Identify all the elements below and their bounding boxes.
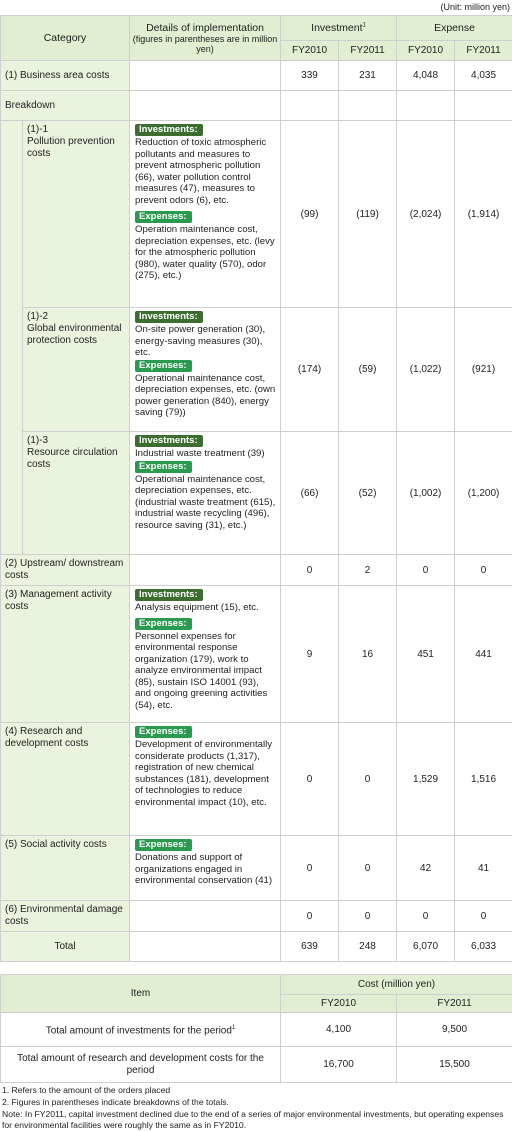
category-label: Resource circulation costs: [27, 447, 125, 471]
category-cell: (4) Research and development costs: [1, 723, 130, 836]
value-cell: (1,002): [397, 432, 455, 555]
value-cell: (1,200): [455, 432, 512, 555]
value-cell: 339: [281, 61, 339, 91]
details-cell: [130, 91, 281, 121]
table-row: [1, 901, 512, 932]
header-details-title: Details of implementation: [130, 22, 280, 34]
value-cell: 4,035: [455, 61, 512, 91]
expenses-badge: Expenses:: [135, 839, 192, 851]
header-item: Item: [1, 975, 281, 1013]
category-cell: [23, 432, 130, 555]
header-inv-fy2011: FY2011: [339, 41, 397, 61]
expenses-text: Operational maintenance cost, depreciation expenses, etc. (own power generation (840), energy saving (79)): [135, 373, 276, 419]
category-cell: (6) Environmental damage costs: [1, 901, 130, 932]
value-cell: 16: [339, 586, 397, 723]
value-cell: 15,500: [397, 1047, 512, 1083]
footnote-note: Note: In FY2011, capital investment declined due to the end of a series of major environmental investments, but operating expenses for environmental facilities were roughly the same as in FY2010.: [2, 1109, 512, 1131]
row-label: Total amount of research and development costs for the period: [1, 1047, 281, 1083]
category-label: Pollution prevention costs: [27, 136, 125, 160]
header-details-sub: (figures in parentheses are in million yen): [130, 34, 280, 54]
value-cell: (119): [339, 121, 397, 308]
category-number: (1)-2: [27, 311, 125, 323]
expenses-text: Development of environmentally considerate products (1,317), registration of new chemical substances (181), development of technologies to reduce environmental impact (10), etc.: [135, 739, 276, 808]
expenses-badge: Expenses:: [135, 461, 192, 473]
table-row: [1, 61, 512, 91]
details-cell: [130, 723, 281, 836]
header-exp-fy2011: FY2011: [455, 41, 512, 61]
value-cell: 0: [281, 723, 339, 836]
table-row: [1, 121, 512, 308]
expenses-badge: Expenses:: [135, 726, 192, 738]
investments-badge: Investments:: [135, 124, 203, 136]
value-cell: [397, 91, 455, 121]
value-cell: [455, 91, 512, 121]
header-fy2011: FY2011: [397, 995, 512, 1013]
breakdown-label: Breakdown: [1, 91, 130, 121]
value-cell: 6,070: [397, 932, 455, 962]
value-cell: 0: [339, 723, 397, 836]
value-cell: [339, 91, 397, 121]
value-cell: 0: [281, 555, 339, 586]
table-row: [1, 723, 512, 836]
footnote-1: 1. Refers to the amount of the orders placed: [2, 1085, 512, 1096]
value-cell: 1,529: [397, 723, 455, 836]
header-cost: Cost (million yen): [281, 975, 512, 995]
value-cell: 9: [281, 586, 339, 723]
category-cell: (5) Social activity costs: [1, 836, 130, 901]
value-cell: 0: [281, 836, 339, 901]
header-fy2010: FY2010: [281, 995, 397, 1013]
table-row: [1, 91, 512, 121]
details-cell: [130, 932, 281, 962]
header-category: Category: [1, 16, 130, 61]
value-cell: 41: [455, 836, 512, 901]
category-cell: [23, 308, 130, 432]
value-cell: 4,048: [397, 61, 455, 91]
value-cell: 0: [455, 901, 512, 932]
value-cell: 231: [339, 61, 397, 91]
value-cell: (1,914): [455, 121, 512, 308]
expenses-text: Personnel expenses for environmental response organization (179), work to analyze environmental impact (85), sustain ISO 14001 (93), and ongoing greening activities (54), etc.: [135, 631, 276, 712]
category-cell: (1) Business area costs: [1, 61, 130, 91]
table-row: [1, 432, 512, 555]
value-cell: (52): [339, 432, 397, 555]
indent-cell: [1, 121, 23, 555]
unit-label: (Unit: million yen): [0, 0, 512, 15]
header-inv-fy2010: FY2010: [281, 41, 339, 61]
value-cell: 1,516: [455, 723, 512, 836]
value-cell: (921): [455, 308, 512, 432]
total-label: Total: [1, 932, 130, 962]
value-cell: 0: [397, 901, 455, 932]
value-cell: 0: [339, 836, 397, 901]
environmental-cost-table: [0, 15, 512, 962]
details-cell: [130, 308, 281, 432]
footnote-ref: 1: [363, 23, 366, 29]
value-cell: (2,024): [397, 121, 455, 308]
details-cell: [130, 61, 281, 91]
total-row: [1, 932, 512, 962]
footnotes: [0, 1083, 512, 1131]
value-cell: 42: [397, 836, 455, 901]
value-cell: (66): [281, 432, 339, 555]
value-cell: 16,700: [281, 1047, 397, 1083]
footnote-2: 2. Figures in parentheses indicate breakdowns of the totals.: [2, 1097, 512, 1108]
value-cell: 0: [339, 901, 397, 932]
category-cell: [23, 121, 130, 308]
investments-text: Reduction of toxic atmospheric pollutants and measures to prevent atmospheric pollution (66), water pollution control measures (47), measures to prevent odors (6), etc.: [135, 137, 276, 206]
details-cell: [130, 121, 281, 308]
investments-badge: Investments:: [135, 311, 203, 323]
footnote-ref: 1: [232, 1025, 235, 1031]
value-cell: 0: [397, 555, 455, 586]
value-cell: (174): [281, 308, 339, 432]
investments-text: On-site power generation (30), energy-saving measures (30), etc.: [135, 324, 276, 359]
expenses-badge: Expenses:: [135, 211, 192, 223]
expenses-text: Operation maintenance cost, depreciation expenses, etc. (levy for the atmospheric pollution (980), water quality (570), odor (275), etc.): [135, 224, 276, 282]
row-label: [1, 1013, 281, 1047]
value-cell: 639: [281, 932, 339, 962]
table-row: [1, 308, 512, 432]
details-cell: [130, 555, 281, 586]
investments-text: Industrial waste treatment (39): [135, 448, 276, 460]
category-number: (1)-3: [27, 435, 125, 447]
value-cell: 248: [339, 932, 397, 962]
category-number: (1)-1: [27, 124, 125, 136]
details-cell: [130, 586, 281, 723]
row-label-text: Total amount of investments for the period: [46, 1025, 232, 1036]
value-cell: 4,100: [281, 1013, 397, 1047]
value-cell: 0: [455, 555, 512, 586]
investments-badge: Investments:: [135, 589, 203, 601]
value-cell: (1,022): [397, 308, 455, 432]
value-cell: 9,500: [397, 1013, 512, 1047]
details-cell: [130, 836, 281, 901]
details-cell: [130, 901, 281, 932]
expenses-badge: Expenses:: [135, 360, 192, 372]
value-cell: 2: [339, 555, 397, 586]
value-cell: 451: [397, 586, 455, 723]
header-exp-fy2010: FY2010: [397, 41, 455, 61]
table-row: [1, 555, 512, 586]
investments-badge: Investments:: [135, 435, 203, 447]
header-investment: [281, 16, 397, 41]
category-cell: (3) Management activity costs: [1, 586, 130, 723]
table-row: [1, 836, 512, 901]
table-row: [1, 1047, 512, 1083]
cost-summary-table: [0, 974, 512, 1083]
value-cell: 441: [455, 586, 512, 723]
investments-text: Analysis equipment (15), etc.: [135, 602, 276, 614]
table-row: [1, 1013, 512, 1047]
details-cell: [130, 432, 281, 555]
header-expense: Expense: [397, 16, 512, 41]
value-cell: [281, 91, 339, 121]
category-label: Global environmental protection costs: [27, 323, 125, 347]
value-cell: 0: [281, 901, 339, 932]
expenses-badge: Expenses:: [135, 618, 192, 630]
value-cell: (59): [339, 308, 397, 432]
table-row: [1, 586, 512, 723]
value-cell: (99): [281, 121, 339, 308]
value-cell: 6,033: [455, 932, 512, 962]
expenses-text: Operational maintenance cost, depreciation expenses, etc. (industrial waste treatment (615), industrial waste recycling (496), resource saving (31), etc.): [135, 474, 276, 532]
header-investment-label: Investment: [311, 22, 362, 34]
expenses-text: Donations and support of organizations engaged in environmental conservation (41): [135, 852, 276, 887]
category-cell: (2) Upstream/ downstream costs: [1, 555, 130, 586]
header-details: [130, 16, 281, 61]
